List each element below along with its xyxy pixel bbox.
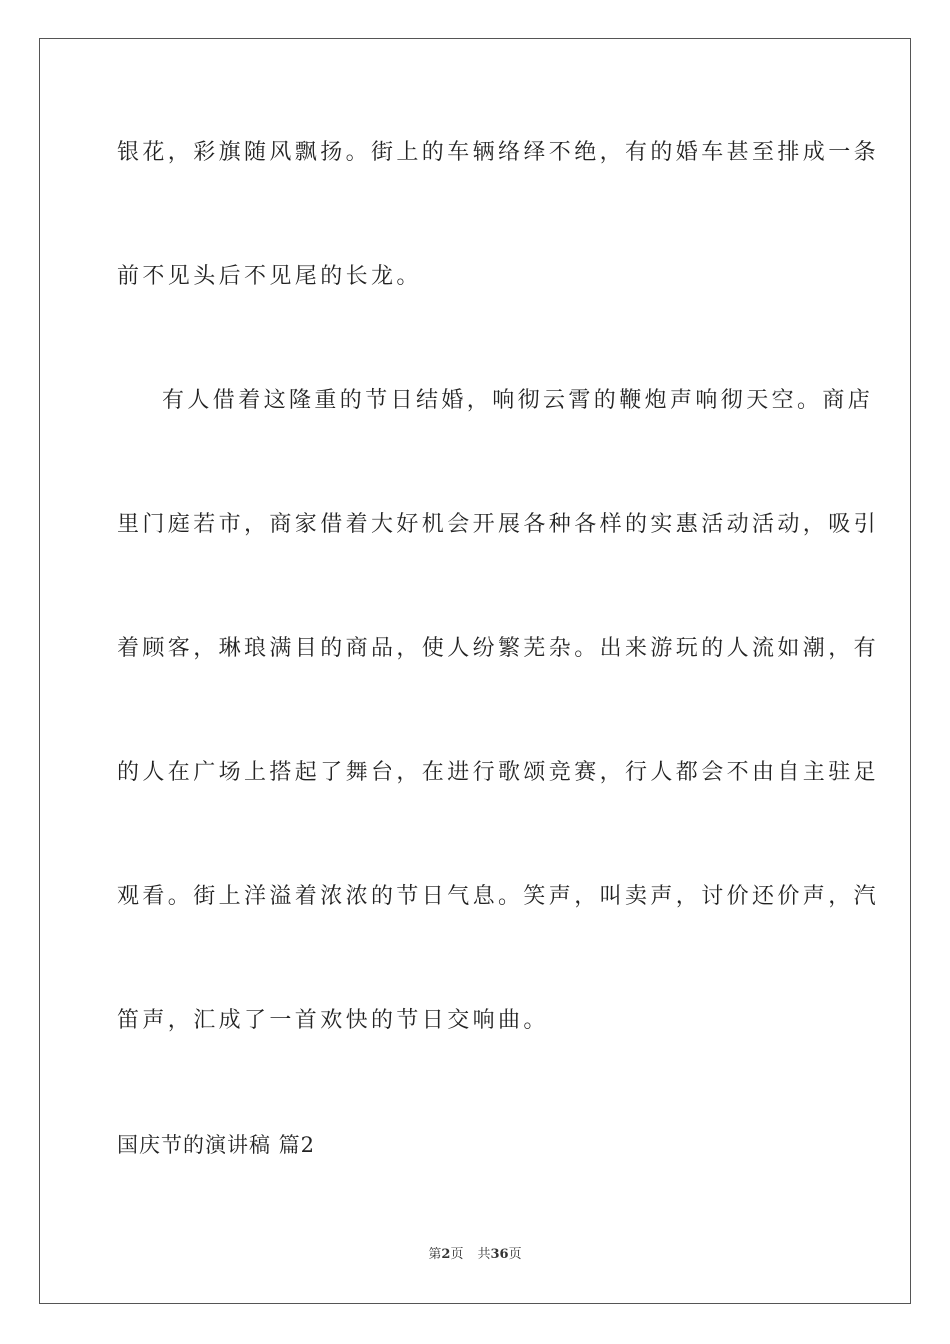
- body-text-line: 着顾客，琳琅满目的商品，使人纷繁芜杂。出来游玩的人流如潮，有: [117, 636, 880, 661]
- body-text-line: 的人在广场上搭起了舞台，在进行歌颂竞赛，行人都会不由自主驻足: [117, 760, 880, 785]
- body-text-line: 笛声，汇成了一首欢快的节日交响曲。: [117, 1008, 549, 1033]
- footer-total-prefix: 共: [477, 1247, 491, 1262]
- body-text-line: 观看。街上洋溢着浓浓的节日气息。笑声，叫卖声，讨价还价声，汽: [117, 884, 880, 909]
- page-footer: [0, 1246, 950, 1264]
- body-text-line: 银花，彩旗随风飘扬。街上的车辆络绎不绝，有的婚车甚至排成一条: [117, 140, 880, 165]
- paragraph-start-line: 有人借着这隆重的节日结婚，响彻云霄的鞭炮声响彻天空。商店: [162, 388, 874, 413]
- page-border: [39, 38, 911, 1304]
- footer-page-number: 2: [441, 1247, 451, 1262]
- footer-page-prefix: 第: [428, 1247, 442, 1262]
- section-heading: 国庆节的演讲稿 篇2: [117, 1133, 316, 1157]
- body-text-line: 前不见头后不见尾的长龙。: [117, 264, 422, 289]
- footer-page-suffix: 页: [450, 1247, 464, 1262]
- body-text-line: 里门庭若市，商家借着大好机会开展各种各样的实惠活动活动，吸引: [117, 512, 880, 537]
- footer-total-pages: 36: [490, 1247, 509, 1262]
- footer-total-suffix: 页: [508, 1247, 522, 1262]
